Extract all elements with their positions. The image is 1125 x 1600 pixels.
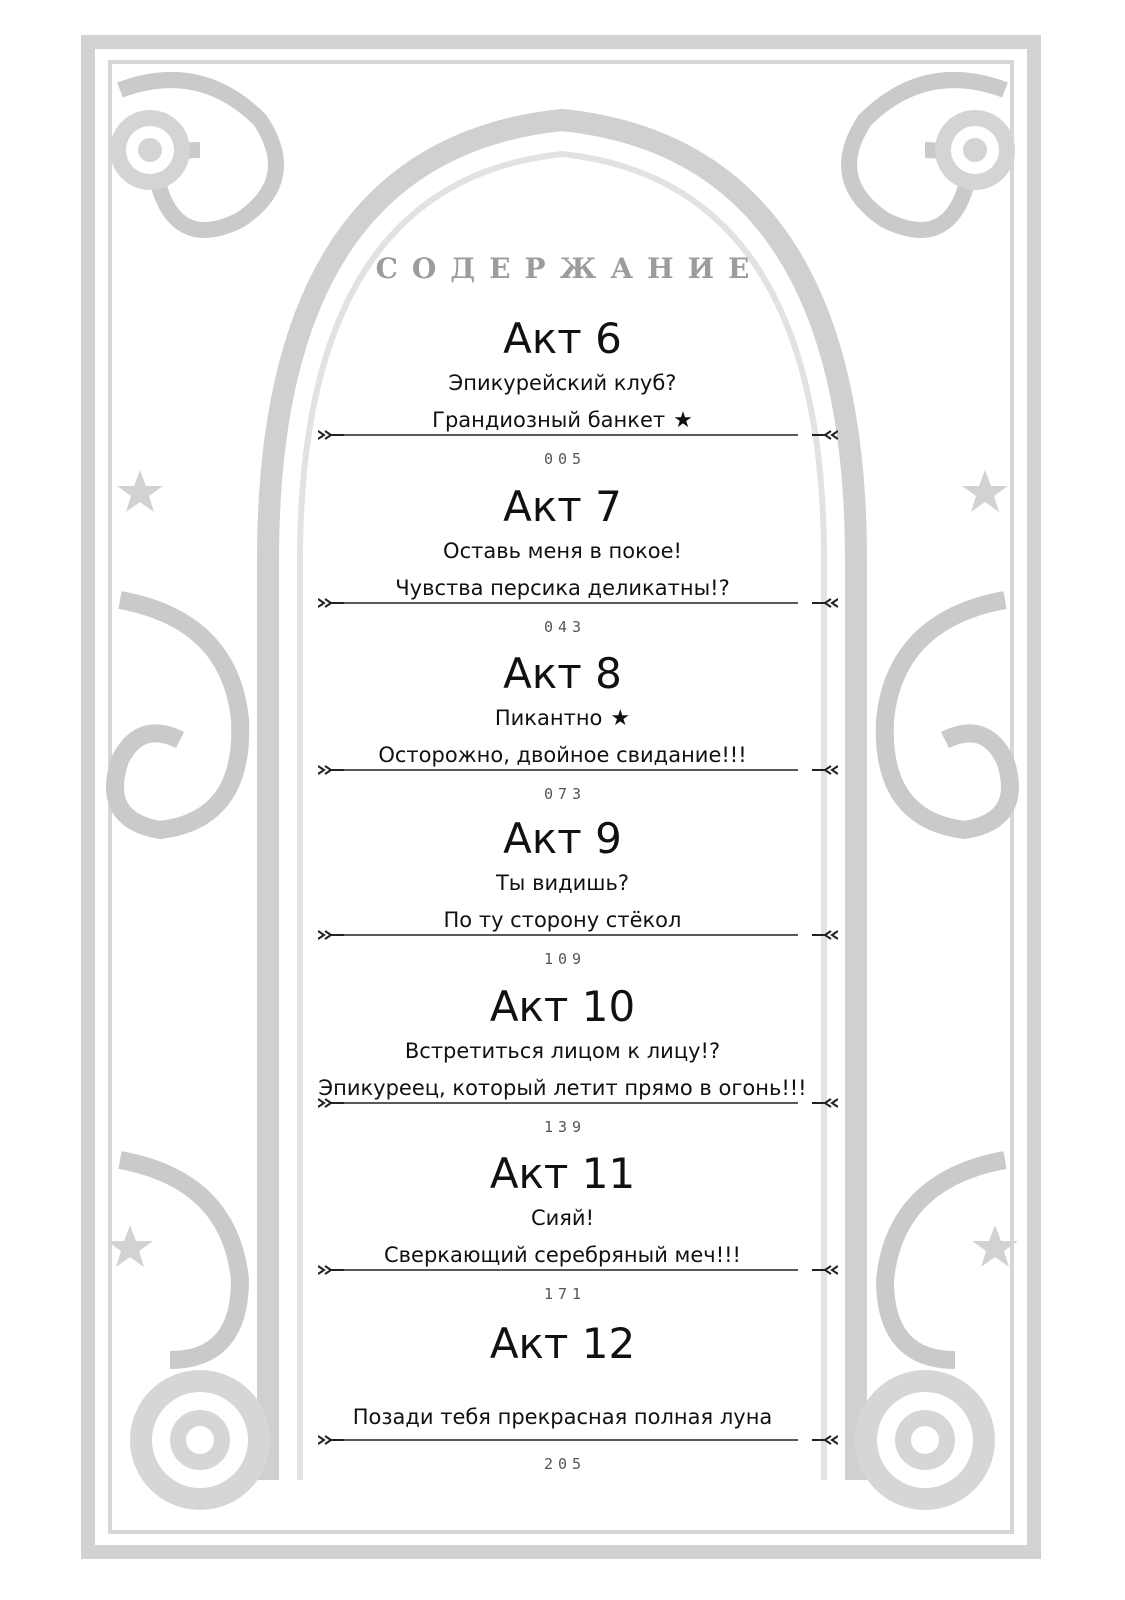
act-title: Акт 8 xyxy=(503,649,622,698)
arrow-fletching-icon-left xyxy=(318,1266,344,1274)
arrow-fletching-icon-right xyxy=(812,766,838,774)
subtitle-text: Грандиозный банкет xyxy=(432,408,666,432)
page-title: СОДЕРЖАНИЕ xyxy=(375,252,764,285)
subtitle-text: Эпикуреец, который летит прямо в огонь!!! xyxy=(318,1076,807,1100)
arrow-fletching-icon-left xyxy=(318,431,344,439)
arrow-fletching-icon-right xyxy=(812,599,838,607)
subtitle-text: По ту сторону стёкол xyxy=(443,908,682,932)
act-title: Акт 9 xyxy=(503,814,622,863)
subtitle-text: Сияй! xyxy=(530,1206,594,1230)
page-number: 043 xyxy=(543,618,587,636)
divider xyxy=(318,427,838,443)
subtitle-text: Осторожно, двойное свидание!!! xyxy=(378,743,747,767)
act-subtitle-1 xyxy=(0,538,1125,564)
act-subtitle-1 xyxy=(0,1038,1125,1064)
act-title: Акт 7 xyxy=(503,482,622,531)
page-number: 109 xyxy=(543,950,587,968)
page-number: 073 xyxy=(543,785,587,803)
subtitle-text: Эпикурейский клуб? xyxy=(448,371,677,395)
subtitle-text: Оставь меня в покое! xyxy=(443,539,682,563)
divider xyxy=(318,927,838,943)
subtitle-text: Сверкающий серебряный меч!!! xyxy=(384,1243,741,1267)
arrow-fletching-icon-right xyxy=(812,1436,838,1444)
star-icon: ★ xyxy=(610,706,631,731)
arrow-fletching-icon-left xyxy=(318,766,344,774)
arrow-fletching-icon-left xyxy=(318,1099,344,1107)
divider xyxy=(318,1095,838,1111)
act-subtitle-1 xyxy=(0,1205,1125,1231)
act-subtitle-1 xyxy=(0,705,1125,732)
arrow-fletching-icon-left xyxy=(318,599,344,607)
arrow-fletching-icon-right xyxy=(812,431,838,439)
page-number: 171 xyxy=(543,1285,587,1303)
subtitle-text: Встретиться лицом к лицу!? xyxy=(404,1039,721,1063)
arrow-fletching-icon-right xyxy=(812,1099,838,1107)
page-number: 139 xyxy=(543,1118,587,1136)
subtitle-text: Позади тебя прекрасная полная луна xyxy=(352,1405,773,1429)
arrow-fletching-icon-left xyxy=(318,1436,344,1444)
act-title: Акт 11 xyxy=(489,1149,636,1198)
act-title: Акт 6 xyxy=(503,314,622,363)
arrow-fletching-icon-right xyxy=(812,931,838,939)
divider xyxy=(318,1432,838,1448)
subtitle-text: Пикантно xyxy=(494,706,603,730)
act-subtitle-1 xyxy=(0,870,1125,896)
arrow-fletching-icon-right xyxy=(812,1266,838,1274)
divider xyxy=(318,1262,838,1278)
act-subtitle-2 xyxy=(0,1404,1125,1430)
page-number: 005 xyxy=(543,450,587,468)
subtitle-text: Чувства персика деликатны!? xyxy=(395,576,730,600)
arrow-fletching-icon-left xyxy=(318,931,344,939)
subtitle-text: Ты видишь? xyxy=(495,871,629,895)
star-icon: ★ xyxy=(673,408,693,433)
divider xyxy=(318,595,838,611)
act-subtitle-1 xyxy=(0,370,1125,396)
act-title: Акт 10 xyxy=(489,982,636,1031)
divider xyxy=(318,762,838,778)
act-title: Акт 12 xyxy=(489,1319,636,1368)
page-number: 205 xyxy=(543,1455,587,1473)
